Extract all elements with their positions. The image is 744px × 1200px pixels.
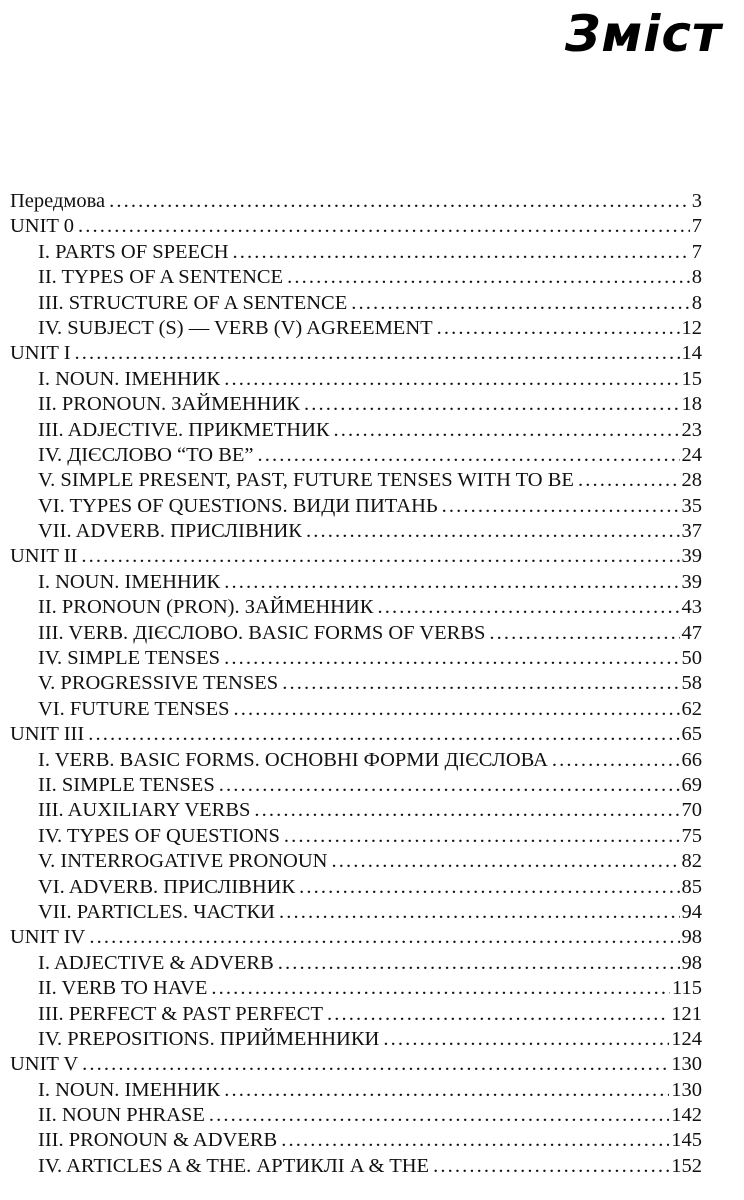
toc-entry-page-number: 12 bbox=[681, 316, 702, 339]
toc-entry-title: UNIT II bbox=[10, 545, 78, 568]
toc-dot-leader bbox=[327, 1003, 669, 1026]
toc-entry-page-number: 62 bbox=[681, 697, 702, 720]
toc-entry-title: VII. PARTICLES. ЧАСТКИ bbox=[38, 900, 275, 923]
toc-entry-title: III. PRONOUN & ADVERB bbox=[38, 1129, 278, 1152]
toc-entry-page-number: 8 bbox=[691, 291, 702, 314]
toc-section-entry bbox=[10, 495, 702, 520]
toc-dot-leader bbox=[281, 1129, 669, 1152]
toc-dot-leader bbox=[334, 419, 680, 442]
toc-entry-title: IV. PREPOSITIONS. ПРИЙМЕННИКИ bbox=[38, 1027, 380, 1050]
toc-entry-title: IV. SIMPLE TENSES bbox=[38, 647, 221, 670]
toc-section-entry bbox=[10, 647, 702, 672]
toc-section-entry bbox=[10, 469, 702, 494]
toc-section-entry bbox=[10, 1104, 702, 1129]
page-title: Зміст bbox=[564, 5, 722, 63]
toc-entry-page-number: 142 bbox=[671, 1104, 702, 1127]
toc-entry-page-number: 8 bbox=[691, 266, 702, 289]
toc-entry-page-number: 85 bbox=[681, 875, 702, 898]
toc-section-entry bbox=[10, 622, 702, 647]
toc-entry-page-number: 39 bbox=[681, 570, 702, 593]
toc-dot-leader bbox=[78, 215, 690, 238]
toc-entry-title: I. ADJECTIVE & ADVERB bbox=[38, 951, 274, 974]
toc-dot-leader bbox=[211, 977, 670, 1000]
toc-entry-page-number: 35 bbox=[681, 494, 702, 517]
toc-entry-title: V. PROGRESSIVE TENSES bbox=[38, 672, 279, 695]
toc-unit-entry bbox=[10, 723, 702, 748]
toc-entry-title: VI. ADVERB. ПРИСЛІВНИК bbox=[38, 875, 296, 898]
toc-section-entry bbox=[10, 977, 702, 1002]
toc-dot-leader bbox=[299, 876, 679, 899]
toc-entry-title: Передмова bbox=[10, 190, 106, 212]
toc-dot-leader bbox=[433, 1155, 669, 1178]
toc-dot-leader bbox=[442, 495, 680, 518]
toc-unit-entry bbox=[10, 545, 702, 570]
toc-entry-title: UNIT III bbox=[10, 723, 85, 746]
toc-section-entry bbox=[10, 241, 702, 266]
toc-entry-page-number: 39 bbox=[681, 545, 702, 568]
toc-entry-page-number: 43 bbox=[681, 596, 702, 619]
toc-dot-leader bbox=[578, 469, 680, 492]
toc-entry-page-number: 3 bbox=[691, 190, 702, 212]
toc-entry-page-number: 7 bbox=[691, 240, 702, 263]
toc-dot-leader bbox=[224, 647, 679, 670]
toc-section-entry bbox=[10, 596, 702, 621]
toc-entry-page-number: 115 bbox=[672, 977, 702, 1000]
toc-section-entry bbox=[10, 1155, 702, 1180]
toc-dot-leader bbox=[233, 241, 690, 264]
toc-dot-leader bbox=[75, 342, 680, 365]
toc-entry-title: II. SIMPLE TENSES bbox=[38, 773, 215, 796]
toc-entry-page-number: 152 bbox=[671, 1154, 702, 1177]
toc-section-entry bbox=[10, 317, 702, 342]
toc-dot-leader bbox=[109, 190, 690, 213]
table-of-contents bbox=[10, 190, 702, 1180]
toc-section-entry bbox=[10, 444, 702, 469]
toc-dot-leader bbox=[304, 393, 680, 416]
toc-section-entry bbox=[10, 1129, 702, 1154]
toc-entry-title: UNIT I bbox=[10, 342, 71, 365]
toc-entry-title: VI. FUTURE TENSES bbox=[38, 697, 230, 720]
toc-section-entry bbox=[10, 266, 702, 291]
toc-section-entry bbox=[10, 850, 702, 875]
toc-entry-page-number: 121 bbox=[671, 1002, 702, 1025]
toc-entry-page-number: 98 bbox=[681, 951, 702, 974]
toc-dot-leader bbox=[81, 545, 679, 568]
toc-entry-title: II. TYPES OF A SENTENCE bbox=[38, 266, 284, 289]
toc-entry-page-number: 82 bbox=[681, 850, 702, 873]
toc-unit-entry bbox=[10, 342, 702, 367]
toc-entry-title: UNIT IV bbox=[10, 926, 86, 949]
toc-entry-title: III. STRUCTURE OF A SENTENCE bbox=[38, 291, 348, 314]
toc-entry-title: II. PRONOUN (PRON). ЗАЙМЕННИК bbox=[38, 596, 374, 619]
toc-section-entry bbox=[10, 571, 702, 596]
toc-section-entry bbox=[10, 672, 702, 697]
toc-entry-page-number: 94 bbox=[681, 900, 702, 923]
toc-dot-leader bbox=[219, 774, 680, 797]
toc-entry-title: III. PERFECT & PAST PERFECT bbox=[38, 1002, 323, 1025]
toc-dot-leader bbox=[437, 317, 680, 340]
toc-entry-title: VII. ADVERB. ПРИСЛІВНИК bbox=[38, 520, 302, 543]
toc-unit-entry bbox=[10, 926, 702, 951]
toc-entry-page-number: 145 bbox=[671, 1129, 702, 1152]
toc-section-entry bbox=[10, 520, 702, 545]
toc-entry-page-number: 124 bbox=[671, 1027, 702, 1050]
toc-dot-leader bbox=[306, 520, 680, 543]
toc-entry-page-number: 58 bbox=[681, 672, 702, 695]
toc-section-entry bbox=[10, 799, 702, 824]
toc-dot-leader bbox=[331, 850, 679, 873]
toc-dot-leader bbox=[258, 444, 680, 467]
toc-dot-leader bbox=[279, 901, 680, 924]
toc-entry-title: II. PRONOUN. ЗАЙМЕННИК bbox=[38, 393, 300, 416]
toc-entry-page-number: 24 bbox=[681, 443, 702, 466]
toc-entry-page-number: 98 bbox=[681, 926, 702, 949]
toc-dot-leader bbox=[351, 292, 690, 315]
toc-entry-page-number: 130 bbox=[671, 1078, 702, 1101]
toc-dot-leader bbox=[234, 698, 680, 721]
toc-dot-leader bbox=[552, 749, 680, 772]
toc-section-entry bbox=[10, 1003, 702, 1028]
toc-entry-page-number: 14 bbox=[681, 342, 702, 365]
toc-dot-leader bbox=[489, 622, 679, 645]
toc-entry-title: VI. TYPES OF QUESTIONS. ВИДИ ПИТАНЬ bbox=[38, 494, 438, 517]
toc-entry-title: I. NOUN. ІМЕННИК bbox=[38, 570, 221, 593]
toc-entry-title: III. ADJECTIVE. ПРИКМЕТНИК bbox=[38, 418, 330, 441]
toc-entry-page-number: 50 bbox=[681, 647, 702, 670]
toc-section-entry bbox=[10, 292, 702, 317]
toc-entry-page-number: 47 bbox=[681, 621, 702, 644]
toc-entry-title: I. VERB. BASIC FORMS. ОСНОВНІ ФОРМИ ДІЄСЛОВА bbox=[38, 748, 548, 771]
toc-entry-page-number: 7 bbox=[691, 215, 702, 238]
toc-entry-title: I. NOUN. ІМЕННИК bbox=[38, 367, 221, 390]
toc-unit-entry bbox=[10, 215, 702, 240]
toc-entry-page-number: 75 bbox=[681, 824, 702, 847]
toc-dot-leader bbox=[224, 571, 679, 594]
toc-entry-page-number: 28 bbox=[681, 469, 702, 492]
toc-section-entry bbox=[10, 901, 702, 926]
toc-section-entry bbox=[10, 825, 702, 850]
toc-unit-entry bbox=[10, 190, 702, 215]
toc-dot-leader bbox=[254, 799, 679, 822]
toc-entry-title: IV. TYPES OF QUESTIONS bbox=[38, 824, 280, 847]
toc-entry-page-number: 37 bbox=[681, 520, 702, 543]
toc-section-entry bbox=[10, 698, 702, 723]
toc-entry-page-number: 66 bbox=[681, 748, 702, 771]
toc-entry-page-number: 23 bbox=[681, 418, 702, 441]
toc-entry-page-number: 69 bbox=[681, 773, 702, 796]
toc-dot-leader bbox=[82, 1053, 669, 1076]
toc-dot-leader bbox=[377, 596, 679, 619]
toc-dot-leader bbox=[224, 1079, 669, 1102]
toc-entry-title: III. VERB. ДІЄСЛОВО. BASIC FORMS OF VERBS bbox=[38, 621, 486, 644]
toc-entry-title: I. PARTS OF SPEECH bbox=[38, 240, 229, 263]
toc-dot-leader bbox=[278, 952, 680, 975]
toc-entry-page-number: 15 bbox=[681, 367, 702, 390]
toc-section-entry bbox=[10, 368, 702, 393]
toc-entry-page-number: 65 bbox=[681, 723, 702, 746]
toc-entry-title: IV. ДІЄСЛОВО “TO BE” bbox=[38, 443, 254, 466]
toc-dot-leader bbox=[89, 926, 679, 949]
toc-section-entry bbox=[10, 749, 702, 774]
toc-entry-title: IV. ARTICLES A & THE. АРТИКЛІ A & THE bbox=[38, 1154, 430, 1177]
toc-entry-page-number: 130 bbox=[671, 1053, 702, 1076]
toc-section-entry bbox=[10, 952, 702, 977]
toc-unit-entry bbox=[10, 1053, 702, 1078]
toc-entry-page-number: 70 bbox=[681, 799, 702, 822]
toc-entry-title: UNIT 0 bbox=[10, 215, 74, 238]
toc-entry-title: I. NOUN. ІМЕННИК bbox=[38, 1078, 221, 1101]
toc-entry-title: UNIT V bbox=[10, 1053, 79, 1076]
toc-dot-leader bbox=[383, 1028, 669, 1051]
toc-dot-leader bbox=[88, 723, 679, 746]
toc-section-entry bbox=[10, 774, 702, 799]
toc-section-entry bbox=[10, 876, 702, 901]
toc-entry-title: V. SIMPLE PRESENT, PAST, FUTURE TENSES WITH TO BE bbox=[38, 469, 574, 492]
toc-section-entry bbox=[10, 393, 702, 418]
toc-entry-title: II. NOUN PHRASE bbox=[38, 1104, 205, 1127]
toc-section-entry bbox=[10, 1079, 702, 1104]
toc-dot-leader bbox=[287, 266, 690, 289]
toc-dot-leader bbox=[282, 672, 679, 695]
toc-entry-page-number: 18 bbox=[681, 393, 702, 416]
toc-dot-leader bbox=[209, 1104, 669, 1127]
toc-dot-leader bbox=[284, 825, 680, 848]
toc-entry-title: II. VERB TO HAVE bbox=[38, 977, 208, 1000]
toc-entry-title: III. AUXILIARY VERBS bbox=[38, 799, 251, 822]
toc-entry-title: IV. SUBJECT (S) — VERB (V) AGREEMENT bbox=[38, 316, 433, 339]
toc-section-entry bbox=[10, 1028, 702, 1053]
toc-entry-title: V. INTERROGATIVE PRONOUN bbox=[38, 850, 328, 873]
toc-dot-leader bbox=[224, 368, 679, 391]
toc-section-entry bbox=[10, 419, 702, 444]
